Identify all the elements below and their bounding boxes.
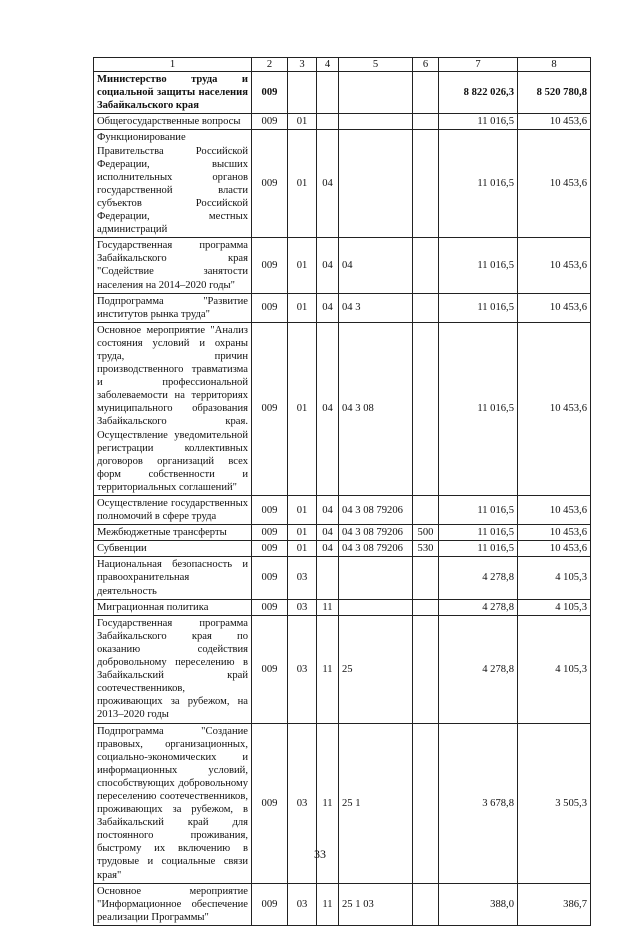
target-article-code: [339, 599, 413, 615]
table-row: [94, 557, 591, 599]
amount-year-1: 4 278,8: [439, 599, 518, 615]
page-number: 33: [314, 847, 326, 861]
ministry-code: 009: [252, 525, 288, 541]
amount-year-1: 11 016,5: [439, 293, 518, 322]
amount-year-2: 386,7: [518, 883, 591, 925]
expense-type-code: 530: [413, 541, 439, 557]
col-header: 6: [413, 58, 439, 72]
ministry-code: 009: [252, 72, 288, 114]
col-header: 2: [252, 58, 288, 72]
section-code: 01: [288, 322, 317, 495]
row-name: Подпрограмма "Создание правовых, организационных, социально-экономических и информационных условий, способствующих добровольному переселению соотечественников, проживающих за рубежом, в Забайкальский край для постоянного проживания, быстрому их включению в трудовые и социальные связи края": [94, 723, 252, 883]
amount-year-2: 4 105,3: [518, 599, 591, 615]
subsection-code: 04: [317, 322, 339, 495]
amount-year-2: 8 520 780,8: [518, 72, 591, 114]
ministry-code: 009: [252, 723, 288, 883]
amount-year-1: 4 278,8: [439, 615, 518, 723]
amount-year-1: 11 016,5: [439, 130, 518, 238]
table-row: [94, 293, 591, 322]
table-row: [94, 496, 591, 525]
amount-year-1: 11 016,5: [439, 496, 518, 525]
subsection-code: 11: [317, 599, 339, 615]
row-name: Министерство труда и социальной защиты населения Забайкальского края: [94, 72, 252, 114]
subsection-code: 11: [317, 723, 339, 883]
subsection-code: 04: [317, 293, 339, 322]
subsection-code: 11: [317, 883, 339, 925]
section-code: 01: [288, 114, 317, 130]
col-header: 3: [288, 58, 317, 72]
ministry-code: 009: [252, 496, 288, 525]
ministry-code: 009: [252, 557, 288, 599]
expense-type-code: [413, 130, 439, 238]
amount-year-2: 4 105,3: [518, 615, 591, 723]
target-article-code: [339, 557, 413, 599]
table-row: [94, 114, 591, 130]
table-row: [94, 238, 591, 293]
header-row: [94, 58, 591, 72]
target-article-code: [339, 130, 413, 238]
subsection-code: 04: [317, 541, 339, 557]
target-article-code: 04 3: [339, 293, 413, 322]
amount-year-1: 4 278,8: [439, 557, 518, 599]
subsection-code: 04: [317, 130, 339, 238]
target-article-code: 04 3 08: [339, 322, 413, 495]
ministry-code: 009: [252, 130, 288, 238]
subsection-code: 04: [317, 238, 339, 293]
row-name: Подпрограмма "Развитие институтов рынка труда": [94, 293, 252, 322]
expense-type-code: [413, 293, 439, 322]
ministry-code: 009: [252, 293, 288, 322]
section-code: 01: [288, 293, 317, 322]
ministry-code: 009: [252, 114, 288, 130]
amount-year-1: 11 016,5: [439, 541, 518, 557]
amount-year-2: 10 453,6: [518, 496, 591, 525]
target-article-code: 25: [339, 615, 413, 723]
ministry-code: 009: [252, 615, 288, 723]
row-name: Государственная программа Забайкальского края "Содействие занятости населения на 2014–2020 годы": [94, 238, 252, 293]
target-article-code: 04 3 08 79206: [339, 525, 413, 541]
expense-type-code: [413, 114, 439, 130]
section-code: 03: [288, 723, 317, 883]
amount-year-2: 10 453,6: [518, 238, 591, 293]
table-row: [94, 599, 591, 615]
expense-type-code: [413, 496, 439, 525]
section-code: 01: [288, 525, 317, 541]
row-name: Субвенции: [94, 541, 252, 557]
table-row: [94, 541, 591, 557]
table-row: [94, 72, 591, 114]
ministry-code: 009: [252, 238, 288, 293]
amount-year-1: 11 016,5: [439, 322, 518, 495]
amount-year-1: 11 016,5: [439, 238, 518, 293]
row-name: Основное мероприятие "Информационное обеспечение реализации Программы": [94, 883, 252, 925]
section-code: 03: [288, 557, 317, 599]
subsection-code: [317, 557, 339, 599]
expense-type-code: [413, 615, 439, 723]
expense-type-code: [413, 322, 439, 495]
row-name: Функционирование Правительства Российской Федерации, высших исполнительных органов государственной власти субъектов Российской Федерации, местных администраций: [94, 130, 252, 238]
subsection-code: 04: [317, 496, 339, 525]
target-article-code: 04 3 08 79206: [339, 496, 413, 525]
amount-year-2: 10 453,6: [518, 114, 591, 130]
section-code: 01: [288, 496, 317, 525]
section-code: [288, 72, 317, 114]
section-code: 01: [288, 541, 317, 557]
section-code: 03: [288, 615, 317, 723]
target-article-code: 25 1 03: [339, 883, 413, 925]
budget-table: [93, 57, 591, 926]
subsection-code: [317, 72, 339, 114]
amount-year-2: 10 453,6: [518, 130, 591, 238]
expense-type-code: [413, 599, 439, 615]
col-header: 8: [518, 58, 591, 72]
section-code: 03: [288, 599, 317, 615]
expense-type-code: 500: [413, 525, 439, 541]
amount-year-2: 10 453,6: [518, 293, 591, 322]
expense-type-code: [413, 238, 439, 293]
ministry-code: 009: [252, 322, 288, 495]
section-code: 01: [288, 130, 317, 238]
amount-year-1: 3 678,8: [439, 723, 518, 883]
section-code: 03: [288, 883, 317, 925]
row-name: Основное мероприятие "Анализ состояния условий и охраны труда, причин производственного травматизма и профессиональной заболеваемости на территориях муниципального образования Забайкальского края. Осуществление уведомительной регистрации коллективных договоров организаций всех форм собственности и территориальных соглашений": [94, 322, 252, 495]
target-article-code: 25 1: [339, 723, 413, 883]
table-row: [94, 130, 591, 238]
ministry-code: 009: [252, 541, 288, 557]
amount-year-1: 8 822 026,3: [439, 72, 518, 114]
amount-year-1: 11 016,5: [439, 525, 518, 541]
table-body: [94, 72, 591, 926]
row-name: Государственная программа Забайкальского края по оказанию содействия добровольному переселению в Забайкальский край соотечественников, проживающих за рубежом, на 2013–2020 годы: [94, 615, 252, 723]
target-article-code: 04: [339, 238, 413, 293]
table-row: [94, 883, 591, 925]
table-row: [94, 322, 591, 495]
amount-year-2: 3 505,3: [518, 723, 591, 883]
amount-year-2: 10 453,6: [518, 541, 591, 557]
col-header: 4: [317, 58, 339, 72]
ministry-code: 009: [252, 883, 288, 925]
row-name: Общегосударственные вопросы: [94, 114, 252, 130]
row-name: Национальная безопасность и правоохранительная деятельность: [94, 557, 252, 599]
section-code: 01: [288, 238, 317, 293]
amount-year-1: 11 016,5: [439, 114, 518, 130]
subsection-code: 11: [317, 615, 339, 723]
expense-type-code: [413, 557, 439, 599]
col-header: 5: [339, 58, 413, 72]
ministry-code: 009: [252, 599, 288, 615]
target-article-code: [339, 114, 413, 130]
row-name: Миграционная политика: [94, 599, 252, 615]
subsection-code: 04: [317, 525, 339, 541]
target-article-code: 04 3 08 79206: [339, 541, 413, 557]
subsection-code: [317, 114, 339, 130]
expense-type-code: [413, 883, 439, 925]
amount-year-2: 10 453,6: [518, 322, 591, 495]
target-article-code: [339, 72, 413, 114]
amount-year-1: 388,0: [439, 883, 518, 925]
col-header: 7: [439, 58, 518, 72]
table-row: [94, 525, 591, 541]
expense-type-code: [413, 72, 439, 114]
col-header: 1: [94, 58, 252, 72]
amount-year-2: 4 105,3: [518, 557, 591, 599]
table-row: [94, 615, 591, 723]
amount-year-2: 10 453,6: [518, 525, 591, 541]
row-name: Осуществление государственных полномочий в сфере труда: [94, 496, 252, 525]
row-name: Межбюджетные трансферты: [94, 525, 252, 541]
